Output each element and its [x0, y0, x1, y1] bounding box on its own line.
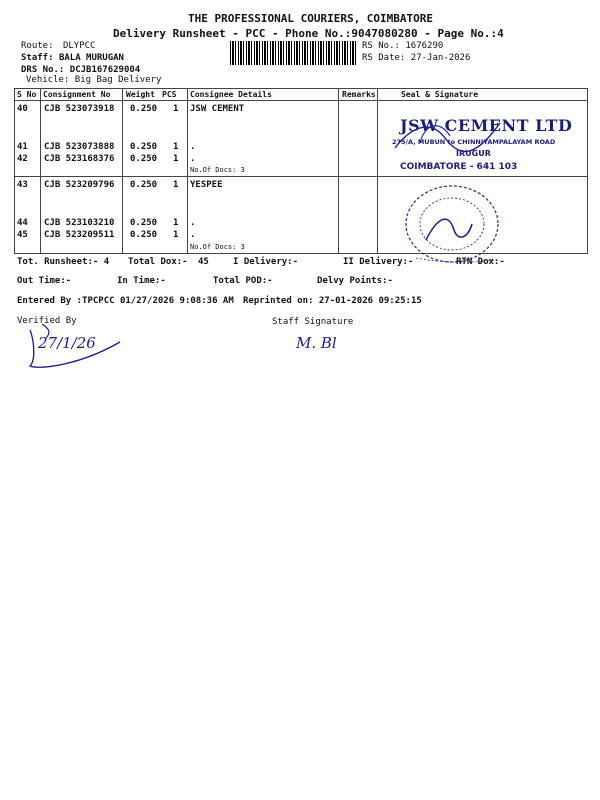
vehicle-field: [26, 75, 161, 85]
row-sno: 42: [17, 154, 28, 164]
drs-label: DRS No.:: [21, 65, 65, 75]
col-pcs: PCS: [162, 90, 177, 99]
col-consignment: Consignment No: [43, 90, 111, 99]
stamp-city: COIMBATORE - 641 103: [400, 162, 518, 172]
no-of-docs: No.Of Docs: 3: [190, 243, 245, 251]
row-sno: 44: [17, 218, 28, 228]
rs-no-label: RS No.:: [362, 41, 400, 51]
staff-label: Staff:: [21, 53, 54, 63]
verified-date-handwriting: 27/1/26: [38, 334, 96, 352]
vehicle-value: Big Bag Delivery: [74, 75, 162, 85]
rs-no-field: [362, 41, 443, 51]
rs-no-value: 1676290: [405, 41, 444, 51]
row-detail: .: [190, 142, 196, 152]
col-seal: Seal & Signature: [401, 90, 479, 99]
row-consignment: CJB 523073918: [44, 104, 115, 114]
row-detail: .: [190, 154, 196, 164]
in-time: In Time:-: [117, 276, 166, 286]
row-pcs: 1: [173, 142, 179, 152]
table-row: [17, 230, 28, 240]
i-delivery: I Delivery:-: [233, 257, 299, 267]
row-weight: 0.250: [130, 142, 158, 152]
row-sno: 40: [17, 104, 28, 114]
consignee-name: YESPEE: [190, 180, 223, 190]
stamp-address: 275/A, MUBUN to CHINNIYAMPALAYAM ROAD: [392, 138, 556, 146]
stamp-company: JSW CEMENT LTD: [400, 116, 573, 135]
consignee-name: JSW CEMENT: [190, 104, 245, 114]
total-dox-value: 45: [198, 257, 209, 267]
total-pod: Total POD:-: [213, 276, 273, 286]
reprinted-on: Reprinted on: 27-01-2026 09:25:15: [243, 296, 422, 306]
row-weight: 0.250: [130, 218, 158, 228]
row-detail: .: [190, 230, 196, 240]
rs-date-value: 27-Jan-2026: [410, 53, 471, 63]
col-remarks: Remarks: [342, 90, 376, 99]
row-consignment: CJB 523209511: [44, 230, 115, 240]
row-consignment: CJB 523168376: [44, 154, 115, 164]
row-weight: 0.250: [130, 104, 158, 114]
stamp-area: IRUGUR: [456, 149, 491, 158]
row-consignment: CJB 523073888: [44, 142, 115, 152]
table-row: [17, 154, 28, 164]
row-pcs: 1: [173, 230, 179, 240]
staff-value: BALA MURUGAN: [58, 53, 124, 63]
row-pcs: 1: [173, 104, 179, 114]
drs-field: [21, 65, 140, 75]
route-label: Route:: [21, 41, 54, 51]
staff-signature-label: Staff Signature: [272, 317, 354, 327]
table-row: [17, 142, 28, 152]
table-row: [17, 218, 28, 228]
col-consignee: Consignee Details: [190, 90, 272, 99]
no-of-docs: No.Of Docs: 3: [190, 166, 245, 174]
vehicle-label: Vehicle:: [26, 75, 70, 85]
route-field: [21, 41, 95, 51]
barcode: [230, 41, 356, 65]
row-weight: 0.250: [130, 180, 158, 190]
row-pcs: 1: [173, 180, 179, 190]
row-detail: .: [190, 218, 196, 228]
col-weight: Weight: [126, 90, 155, 99]
entered-by: Entered By :TPCPCC 01/27/2026 9:08:36 AM: [17, 296, 234, 306]
delvy-points: Delvy Points:-: [317, 276, 393, 286]
rs-date-label: RS Date:: [362, 53, 406, 63]
route-value: DLYPCC: [62, 41, 96, 51]
stamp-signature-scribble: [390, 108, 510, 168]
runsheet-title: Delivery Runsheet - PCC - Phone No.:9047080280 - Page No.:4: [113, 27, 504, 40]
verified-by-label: Verified By: [17, 316, 77, 326]
col-sno: S No: [17, 90, 37, 99]
row-pcs: 1: [173, 154, 179, 164]
total-dox-label: Total Dox:-: [128, 257, 188, 267]
table-row: [17, 180, 28, 190]
staff-initials-handwriting: M. Bl: [296, 334, 337, 352]
out-time: Out Time:-: [17, 276, 72, 286]
row-sno: 43: [17, 180, 28, 190]
rs-date-field: [362, 53, 470, 63]
row-weight: 0.250: [130, 230, 158, 240]
row-pcs: 1: [173, 218, 179, 228]
tot-runsheet: Tot. Runsheet:- 4: [17, 257, 110, 267]
row-weight: 0.250: [130, 154, 158, 164]
row-consignment: CJB 523103210: [44, 218, 115, 228]
rtn-dox: RTN Dox:-: [456, 257, 505, 267]
ii-delivery: II Delivery:-: [343, 257, 414, 267]
verified-signature-scribble: [20, 320, 140, 380]
drs-value: DCJB167629004: [69, 65, 141, 75]
row-sno: 45: [17, 230, 28, 240]
table-row: [17, 104, 28, 114]
row-consignment: CJB 523209796: [44, 180, 115, 190]
row-sno: 41: [17, 142, 28, 152]
staff-field: [21, 53, 124, 63]
company-title: THE PROFESSIONAL COURIERS, COIMBATORE: [188, 12, 434, 25]
